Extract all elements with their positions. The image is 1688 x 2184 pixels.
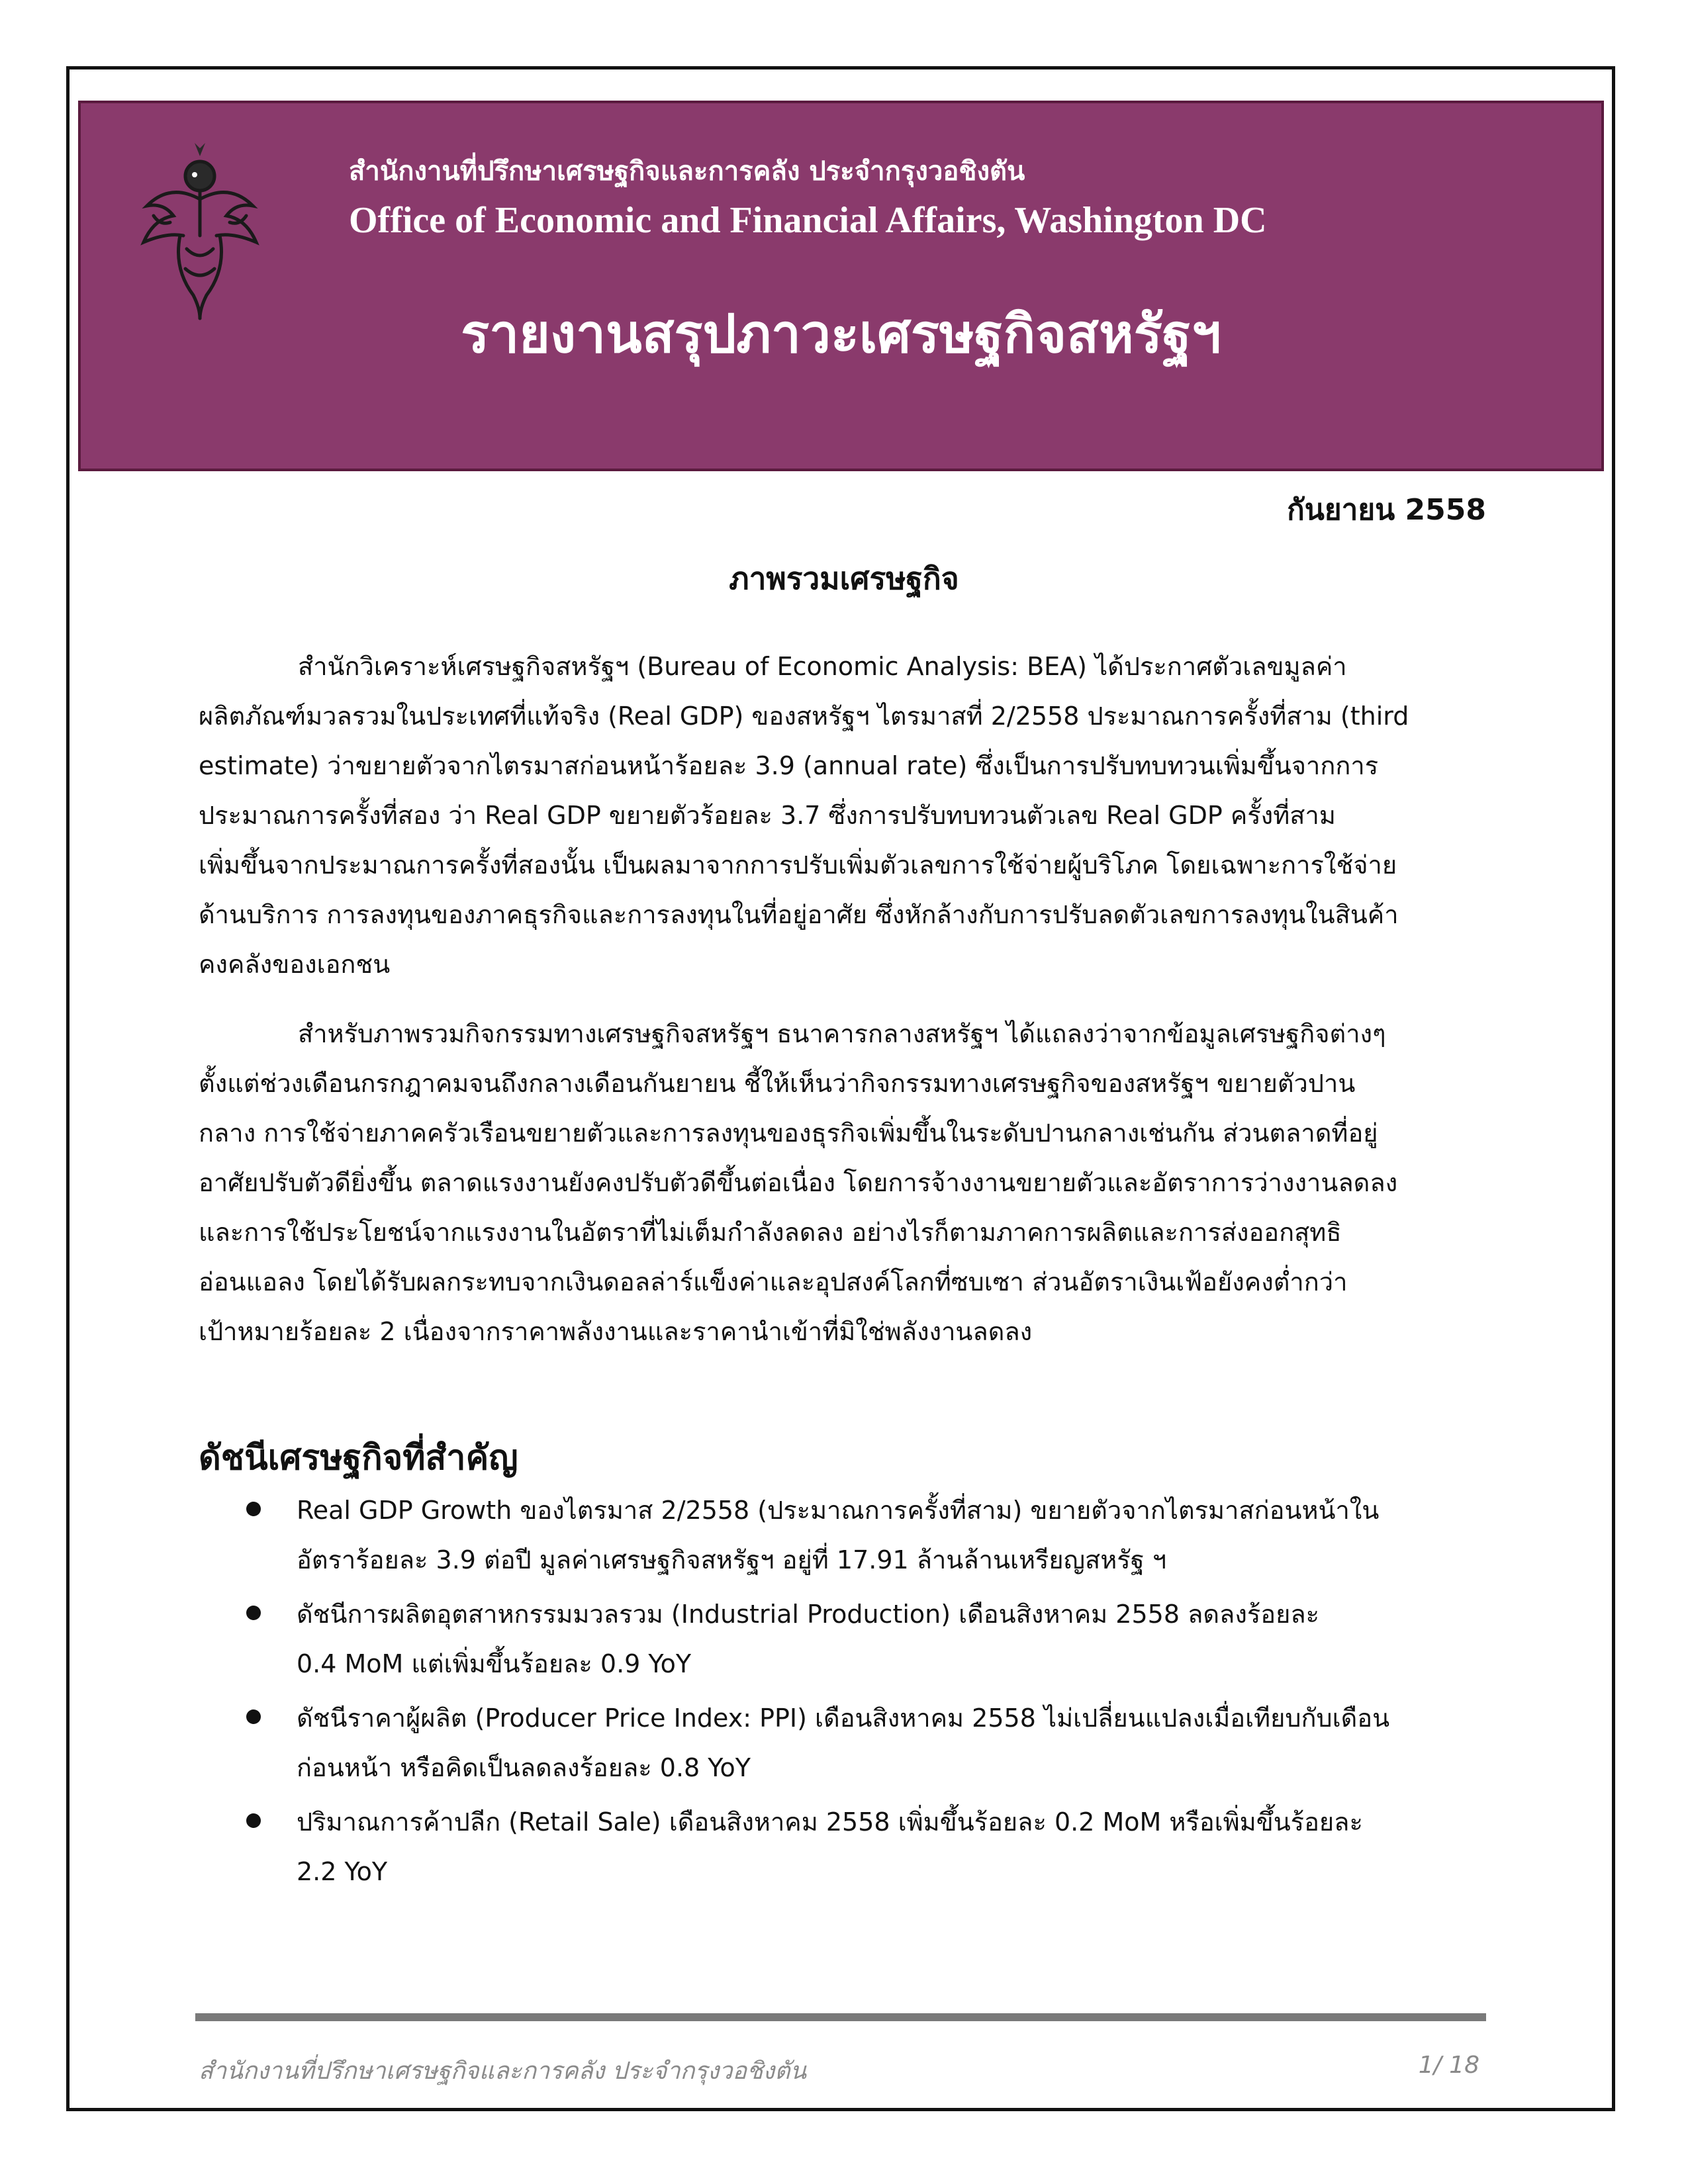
paragraph-line: เป้าหมายร้อยละ 2 เนื่องจากราคาพลังงานและราคานำเข้าที่มิใช่พลังงานลดลง <box>199 1317 1033 1346</box>
org-name-thai: สำนักงานที่ปรึกษาเศรษฐกิจและการคลัง ประจำกรุงวอชิงตัน <box>349 156 1025 187</box>
report-date: กันยายน 2558 <box>1287 493 1486 527</box>
paragraph-line: ตั้งแต่ช่วงเดือนกรกฎาคมจนถึงกลางเดือนกันยายน ชี้ให้เห็นว่ากิจกรรมทางเศรษฐกิจของสหรัฐฯ ขยายตัวปาน <box>199 1069 1356 1098</box>
bullet-icon <box>246 1606 261 1620</box>
paragraph-line: อ่อนแอลง โดยได้รับผลกระทบจากเงินดอลล่าร์แข็งค่าและอุปสงค์โลกที่ซบเซา ส่วนอัตราเงินเฟ้อยังคงต่ำกว่า <box>199 1267 1348 1297</box>
overview-paragraph-1 <box>199 642 1476 989</box>
paragraph-line: กลาง การใช้จ่ายภาคครัวเรือนขยายตัวและการลงทุนของธุรกิจเพิ่มขึ้นในระดับปานกลางเช่นกัน ส่วนตลาดที่อยู่ <box>199 1118 1378 1148</box>
list-item <box>199 1590 1496 1689</box>
footer-rule <box>195 2013 1486 2021</box>
org-name-english: Office of Economic and Financial Affairs, Washington DC <box>349 200 1267 241</box>
list-item <box>199 1797 1496 1897</box>
footer-org-name: สำนักงานที่ปรึกษาเศรษฐกิจและการคลัง ประจำกรุงวอชิงตัน <box>199 2058 807 2085</box>
bullet-icon <box>246 1502 261 1516</box>
list-item-line: ดัชนีการผลิตอุตสาหกรรมมวลรวม (Industrial Production) เดือนสิงหาคม 2558 ลดลงร้อยละ <box>297 1600 1320 1629</box>
list-item-line: 0.4 MoM แต่เพิ่มขึ้นร้อยละ 0.9 YoY <box>297 1649 692 1678</box>
paragraph-line: เพิ่มขึ้นจากประมาณการครั้งที่สองนั้น เป็นผลมาจากการปรับเพิ่มตัวเลขการใช้จ่ายผู้บริโภค โดยเฉพาะการใช้จ่าย <box>199 850 1397 880</box>
paragraph-line: สำหรับภาพรวมกิจกรรมทางเศรษฐกิจสหรัฐฯ ธนาคารกลางสหรัฐฯ ได้แถลงว่าจากข้อมูลเศรษฐกิจต่างๆ <box>298 1019 1386 1048</box>
indicators-heading: ดัชนีเศรษฐกิจที่สำคัญ <box>199 1438 518 1478</box>
overview-heading: ภาพรวมเศรษฐกิจ <box>729 561 959 596</box>
list-item <box>199 1486 1496 1585</box>
indicators-list <box>199 1486 1496 1901</box>
paragraph-line: อาศัยปรับตัวดียิ่งขึ้น ตลาดแรงงานยังคงปรับตัวดีขึ้นต่อเนื่อง โดยการจ้างงานขยายตัวและอัตราการว่างงานลดลง <box>199 1168 1398 1197</box>
paragraph-line: คงคลังของเอกชน <box>199 950 391 979</box>
paragraph-line: สำนักวิเคราะห์เศรษฐกิจสหรัฐฯ (Bureau of Economic Analysis: BEA) ได้ประกาศตัวเลขมูลค่า <box>298 652 1347 681</box>
paragraph-line: estimate) ว่าขยายตัวจากไตรมาสก่อนหน้าร้อยละ 3.9 (annual rate) ซึ่งเป็นการปรับทบทวนเพิ่มขึ้นจากการ <box>199 751 1379 780</box>
bullet-icon <box>246 1709 261 1724</box>
report-title: รายงานสรุปภาวะเศรษฐกิจสหรัฐฯ <box>461 303 1221 365</box>
list-item-line: Real GDP Growth ของไตรมาส 2/2558 (ประมาณการครั้งที่สาม) ขยายตัวจากไตรมาสก่อนหน้าใน <box>297 1496 1380 1525</box>
list-item-line: ก่อนหน้า หรือคิดเป็นลดลงร้อยละ 0.8 YoY <box>297 1753 751 1782</box>
list-item-line: อัตราร้อยละ 3.9 ต่อปี มูลค่าเศรษฐกิจสหรัฐฯ อยู่ที่ 17.91 ล้านล้านเหรียญสหรัฐ ฯ <box>297 1545 1167 1574</box>
list-item <box>199 1694 1496 1793</box>
paragraph-line: ผลิตภัณฑ์มวลรวมในประเทศที่แท้จริง (Real GDP) ของสหรัฐฯ ไตรมาสที่ 2/2558 ประมาณการครั้งที่สาม (third <box>199 702 1409 731</box>
paragraph-line: ประมาณการครั้งที่สอง ว่า Real GDP ขยายตัวร้อยละ 3.7 ซึ่งการปรับทบทวนตัวเลข Real GDP ครั้งที่สาม <box>199 801 1336 830</box>
list-item-line: ดัชนีราคาผู้ผลิต (Producer Price Index: PPI) เดือนสิงหาคม 2558 ไม่เปลี่ยนแปลงเมื่อเทียบกับเดือน <box>297 1704 1390 1733</box>
bullet-icon <box>246 1813 261 1828</box>
page-number: 1/ 18 <box>1418 2052 1479 2079</box>
overview-paragraph-2 <box>199 1009 1476 1357</box>
paragraph-line: ด้านบริการ การลงทุนของภาคธุรกิจและการลงทุนในที่อยู่อาศัย ซึ่งหักล้างกับการปรับลดตัวเลขการลงทุนในสินค้า <box>199 900 1399 929</box>
list-item-line: ปริมาณการค้าปลีก (Retail Sale) เดือนสิงหาคม 2558 เพิ่มขึ้นร้อยละ 0.2 MoM หรือเพิ่มขึ้นร้อยละ <box>297 1807 1363 1837</box>
header-banner <box>78 101 1604 471</box>
list-item-line: 2.2 YoY <box>297 1857 388 1886</box>
paragraph-line: และการใช้ประโยชน์จากแรงงานในอัตราที่ไม่เต็มกำลังลดลง อย่างไรก็ตามภาคการผลิตและการส่งออกสุทธิ <box>199 1218 1342 1247</box>
